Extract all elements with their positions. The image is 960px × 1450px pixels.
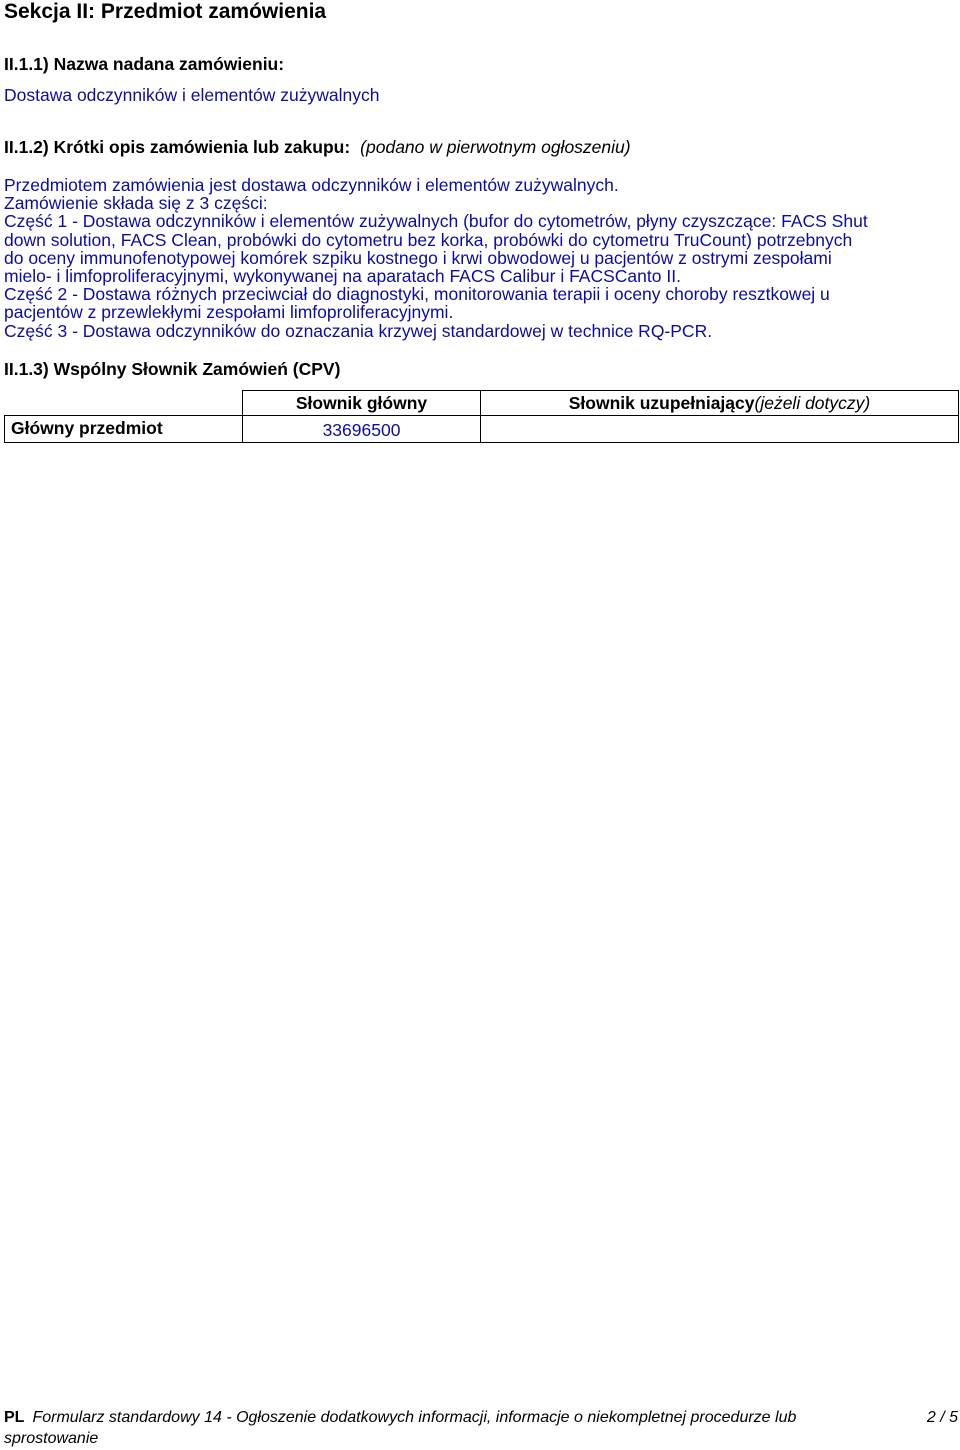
footer-language: PL xyxy=(4,1409,25,1426)
page-footer xyxy=(4,1407,958,1449)
cpv-table xyxy=(4,390,959,443)
description-field-heading xyxy=(4,136,631,158)
description-line: mielo- i limfoproliferacyjnymi, wykonywanej na aparatach FACS Calibur i FACSCanto II. xyxy=(4,266,681,287)
description-line: Część 3 - Dostawa odczynników do oznaczania krzywej standardowej w technice RQ-PCR. xyxy=(4,320,713,341)
description-line: Zamówienie składa się z 3 części: xyxy=(4,193,268,214)
cpv-supp-header-note: (jeżeli dotyczy) xyxy=(754,392,871,413)
description-body xyxy=(4,176,868,340)
description-line: Część 2 - Dostawa różnych przeciwciał do diagnostyki, monitorowania terapii i oceny choroby resztkowej u xyxy=(4,284,830,305)
footer-form-name: Formularz standardowy 14 - Ogłoszenie dodatkowych informacji, informacje o niekompletnej procedurze lub sprostowanie xyxy=(4,1409,797,1447)
footer-page-number: 2 / 5 xyxy=(926,1409,958,1426)
cpv-main-code: 33696500 xyxy=(243,416,481,443)
name-field-value: Dostawa odczynników i elementów zużywalnych xyxy=(4,85,380,105)
cpv-header-row xyxy=(5,391,959,416)
cpv-row-label: Główny przedmiot xyxy=(5,416,243,443)
cpv-supp-header-text: Słownik uzupełniający xyxy=(568,392,755,413)
cpv-main-dictionary-header: Słownik główny xyxy=(243,391,481,416)
cpv-field-heading: II.1.3) Wspólny Słownik Zamówień (CPV) xyxy=(4,359,341,379)
description-line: pacjentów z przewlekłymi zespołami limfoproliferacyjnymi. xyxy=(4,302,454,323)
description-line: do oceny immunofenotypowej komórek szpiku kostnego i krwi obwodowej u pacjentów z ostrymi zespołami xyxy=(4,247,832,268)
description-line: Przedmiotem zamówienia jest dostawa odczynników i elementów zużywalnych. xyxy=(4,175,619,195)
cpv-supplementary-dictionary-header xyxy=(481,391,959,416)
description-heading-text: II.1.2) Krótki opis zamówienia lub zakupu: xyxy=(4,137,351,157)
cpv-supplementary-code xyxy=(481,416,959,443)
description-heading-note: (podano w pierwotnym ogłoszeniu) xyxy=(360,137,631,157)
cpv-blank-cell xyxy=(5,391,243,416)
name-field-heading: II.1.1) Nazwa nadana zamówieniu: xyxy=(4,54,285,74)
section-title: Sekcja II: Przedmiot zamówienia xyxy=(4,0,327,23)
description-line: down solution, FACS Clean, probówki do cytometru bez korka, probówki do cytometru TruCount) potrzebnych xyxy=(4,229,853,250)
description-line: Część 1 - Dostawa odczynników i elementów zużywalnych (bufor do cytometrów, płyny czyszczące: FACS Shut xyxy=(4,211,868,232)
cpv-main-row xyxy=(5,416,959,443)
